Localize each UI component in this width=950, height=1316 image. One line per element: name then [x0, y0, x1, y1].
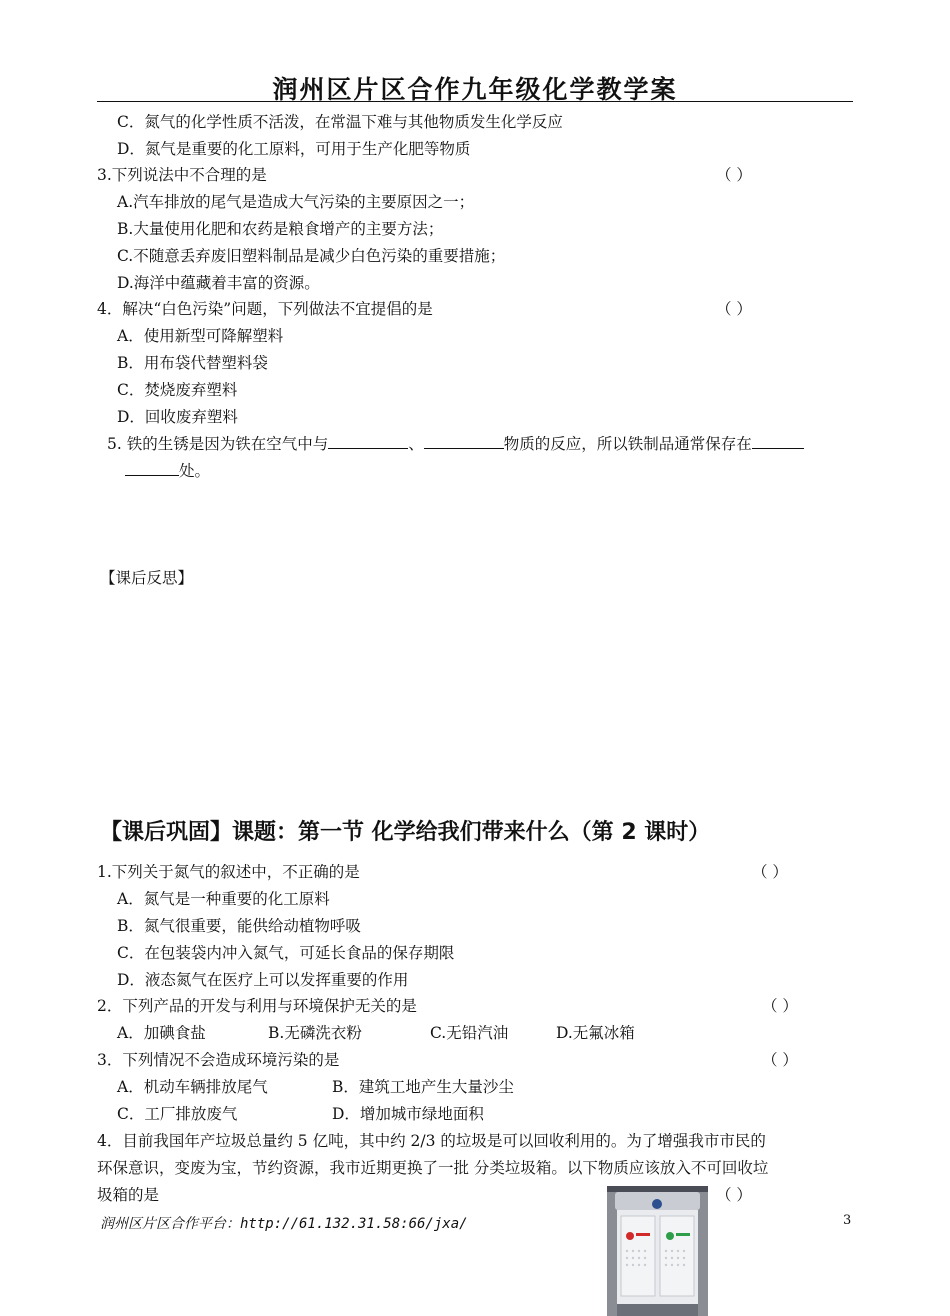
q3-stem: 3.下列说法中不合理的是	[97, 166, 267, 184]
q5-blank-3b[interactable]	[125, 461, 179, 476]
q3-answer-paren: （ ）	[716, 166, 752, 184]
p2-q3-stem: 3．下列情况不会造成环境污染的是	[97, 1051, 340, 1069]
p2-q4-line-3: 圾箱的是	[97, 1186, 160, 1204]
q5-separator: 、	[408, 435, 424, 453]
q3-option-a: A.汽车排放的尾气是造成大气污染的主要原因之一；	[117, 193, 475, 211]
page-header-title: 润州区片区合作九年级化学教学案	[272, 75, 678, 104]
p2-q2-option-a: A．加碘食盐	[117, 1024, 206, 1042]
q3-option-d: D.海洋中蕴藏着丰富的资源。	[117, 274, 320, 292]
q5-line-2	[125, 461, 210, 481]
section-title	[100, 819, 710, 847]
header-rule	[97, 101, 853, 102]
p2-q2-option-d: D.无氟冰箱	[556, 1024, 635, 1042]
p2-q2-stem: 2．下列产品的开发与利用与环境保护无关的是	[97, 997, 417, 1015]
q3-option-c: C.不随意丢弃废旧塑料制品是减少白色污染的重要措施；	[117, 247, 506, 265]
q4-answer-paren: （ ）	[716, 300, 752, 318]
p2-q2-answer-paren: （ ）	[762, 997, 798, 1015]
p2-q4-answer-paren: （ ）	[716, 1186, 752, 1204]
q4-option-d: D．回收废弃塑料	[117, 408, 238, 426]
section-title-bracket: 【课后巩固】	[100, 820, 233, 845]
p2-q4-line-1: 4．目前我国年产垃圾总量约 5 亿吨，其中约 2/3 的垃圾是可以回收利用的。为了增强我市市民的	[97, 1132, 766, 1150]
q4-option-b: B．用布袋代替塑料袋	[117, 354, 268, 372]
q3-option-b: B.大量使用化肥和农药是粮食增产的主要方法；	[117, 220, 444, 238]
p2-q1-option-d: D．液态氮气在医疗上可以发挥重要的作用	[117, 971, 409, 989]
q5-text-2: 物质的反应，所以铁制品通常保存在	[503, 435, 752, 453]
p2-q3-option-d: D．增加城市绿地面积	[332, 1105, 484, 1123]
section-title-rest: 课题：第一节 化学给我们带来什么（第 2 课时）	[232, 820, 711, 845]
p2-q3-option-b: B．建筑工地产生大量沙尘	[332, 1078, 514, 1096]
q4-option-a: A．使用新型可降解塑料	[117, 327, 284, 345]
trash-bin-photo	[607, 1186, 708, 1316]
q4-option-c: C．焚烧废弃塑料	[117, 381, 238, 399]
p2-q1-option-a: A．氮气是一种重要的化工原料	[117, 890, 330, 908]
p2-q3-answer-paren: （ ）	[762, 1051, 798, 1069]
p2-q4-line-2: 环保意识，变废为宝，节约资源，我市近期更换了一批 分类垃圾箱。以下物质应该放入不可回收垃	[97, 1159, 769, 1177]
footer-platform: 润州区片区合作平台：http://61.132.31.58:66/jxa/	[100, 1216, 468, 1232]
p2-q1-option-b: B．氮气很重要，能供给动植物呼吸	[117, 917, 361, 935]
p2-q1-stem: 1.下列关于氮气的叙述中，不正确的是	[97, 863, 360, 881]
q5-text-1: 5. 铁的生锈是因为铁在空气中与	[107, 435, 329, 453]
q2-option-d: D．氮气是重要的化工原料，可用于生产化肥等物质	[117, 140, 471, 158]
p2-q1-option-c: C．在包装袋内冲入氮气，可延长食品的保存期限	[117, 944, 455, 962]
p2-q1-answer-paren: （ ）	[752, 863, 788, 881]
q5-blank-3a[interactable]	[752, 434, 804, 449]
p2-q3-option-a: A．机动车辆排放尾气	[117, 1078, 268, 1096]
q5-blank-2[interactable]	[424, 434, 504, 449]
reflection-heading: 【课后反思】	[100, 569, 194, 587]
trash-bin-icon	[607, 1186, 708, 1316]
q2-option-c: C．氮气的化学性质不活泼，在常温下难与其他物质发生化学反应	[117, 113, 563, 131]
q5-text-3: 处。	[179, 462, 211, 480]
q4-stem: 4．解决“白色污染”问题，下列做法不宜提倡的是	[97, 300, 433, 318]
page-number: 3	[843, 1213, 852, 1228]
p2-q2-option-c: C.无铅汽油	[430, 1024, 509, 1042]
p2-q3-option-c: C．工厂排放废气	[117, 1105, 238, 1123]
q5-blank-1[interactable]	[328, 434, 408, 449]
q5-line-1	[107, 434, 804, 454]
p2-q2-option-b: B.无磷洗衣粉	[268, 1024, 362, 1042]
